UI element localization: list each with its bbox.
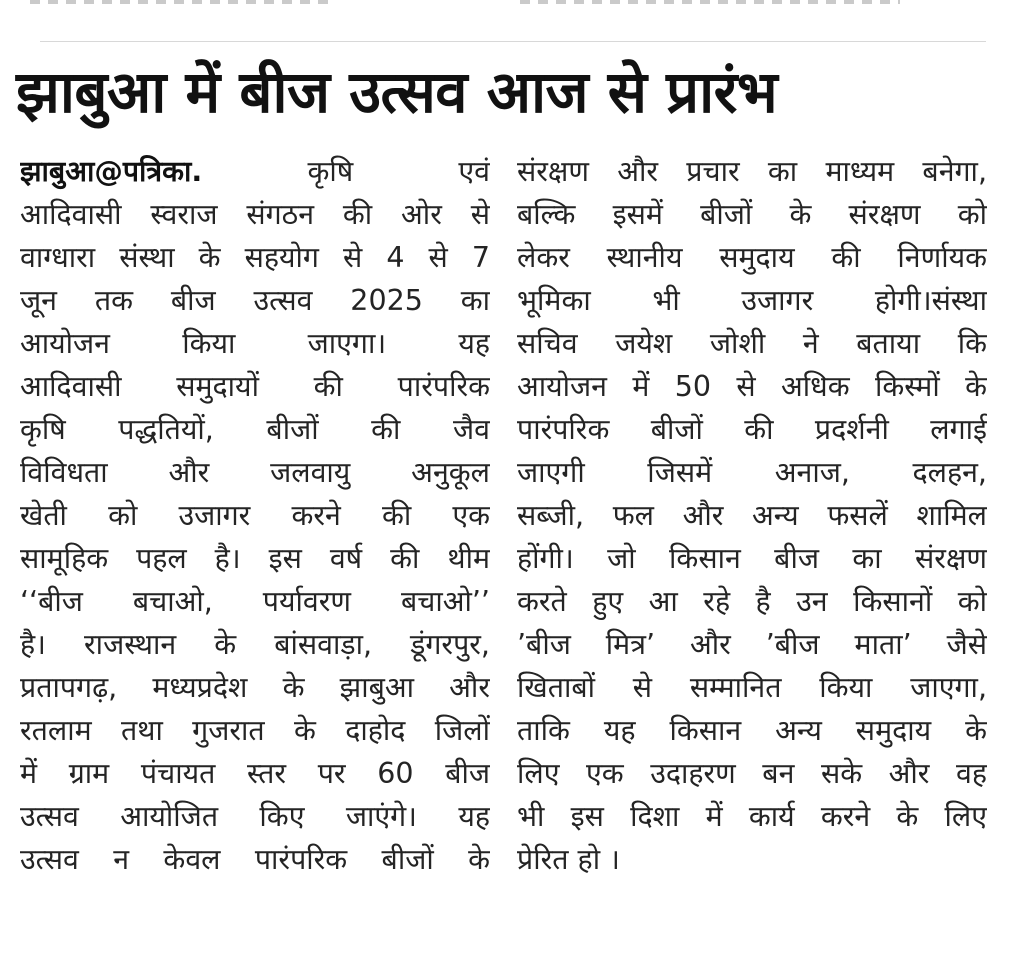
article-line: भूमिका भी उजागर होगी।संस्था: [517, 284, 987, 317]
header-rule: [40, 41, 986, 42]
headline: झाबुआ में बीज उत्सव आज से प्रारंभ: [16, 58, 778, 126]
article-line: लेकर स्थानीय समुदाय की निर्णायक: [517, 241, 987, 274]
article-line: ‘‘बीज बचाओ, पर्यावरण बचाओ’’: [20, 585, 490, 618]
article-line: [20, 150, 490, 193]
article-line: लिए एक उदाहरण बन सके और वह: [517, 757, 987, 790]
article-line: बल्कि इसमें बीजों के संरक्षण को: [517, 198, 987, 231]
article-line: आयोजन किया जाएगा। यह: [20, 327, 490, 360]
article-line: संरक्षण और प्रचार का माध्यम बनेगा,: [517, 155, 987, 188]
article-line: जून तक बीज उत्सव 2025 का: [20, 284, 490, 317]
article-line: ’बीज मित्र’ और ’बीज माता’ जैसे: [517, 628, 987, 661]
article-line: करते हुए आ रहे है उन किसानों को: [517, 585, 987, 618]
article-line: ताकि यह किसान अन्य समुदाय के: [517, 714, 987, 747]
article-line: वाग्धारा संस्था के सहयोग से 4 से 7: [20, 241, 490, 274]
article-line: पारंपरिक बीजों की प्रदर्शनी लगाई: [517, 413, 987, 446]
article-column-right: [517, 150, 987, 881]
article-line: आयोजन में 50 से अधिक किस्मों के: [517, 370, 987, 403]
clipped-top-text: [0, 0, 1031, 8]
article-line: आदिवासी समुदायों की पारंपरिक: [20, 370, 490, 403]
article-line: खिताबों से सम्मानित किया जाएगा,: [517, 671, 987, 704]
article-line: प्रतापगढ़, मध्यप्रदेश के झाबुआ और: [20, 671, 490, 704]
article-line: उत्सव न केवल पारंपरिक बीजों के: [20, 843, 490, 876]
article-column-left: [20, 150, 490, 881]
article-line: सामूहिक पहल है। इस वर्ष की थीम: [20, 542, 490, 575]
article-line: में ग्राम पंचायत स्तर पर 60 बीज: [20, 757, 490, 790]
article-line-text: कृषि एवं: [202, 155, 490, 188]
article-line: विविधता और जलवायु अनुकूल: [20, 456, 490, 489]
article-line: सब्जी, फल और अन्य फसलें शामिल: [517, 499, 987, 532]
article-line: सचिव जयेश जोशी ने बताया कि: [517, 327, 987, 360]
article-line: रतलाम तथा गुजरात के दाहोद जिलों: [20, 714, 490, 747]
article-line: है। राजस्थान के बांसवाड़ा, डूंगरपुर,: [20, 628, 490, 661]
article-line: उत्सव आयोजित किए जाएंगे। यह: [20, 800, 490, 833]
article-line: प्रेरित हो ।: [517, 843, 620, 876]
article-line: जाएगी जिसमें अनाज, दलहन,: [517, 456, 987, 489]
article-line: होंगी। जो किसान बीज का संरक्षण: [517, 542, 987, 575]
article-line: आदिवासी स्वराज संगठन की ओर से: [20, 198, 490, 231]
article-line: कृषि पद्धतियों, बीजों की जैव: [20, 413, 490, 446]
article-line: भी इस दिशा में कार्य करने के लिए: [517, 800, 987, 833]
article-line: खेती को उजागर करने की एक: [20, 499, 490, 532]
dateline: झाबुआ@पत्रिका.: [20, 155, 203, 188]
